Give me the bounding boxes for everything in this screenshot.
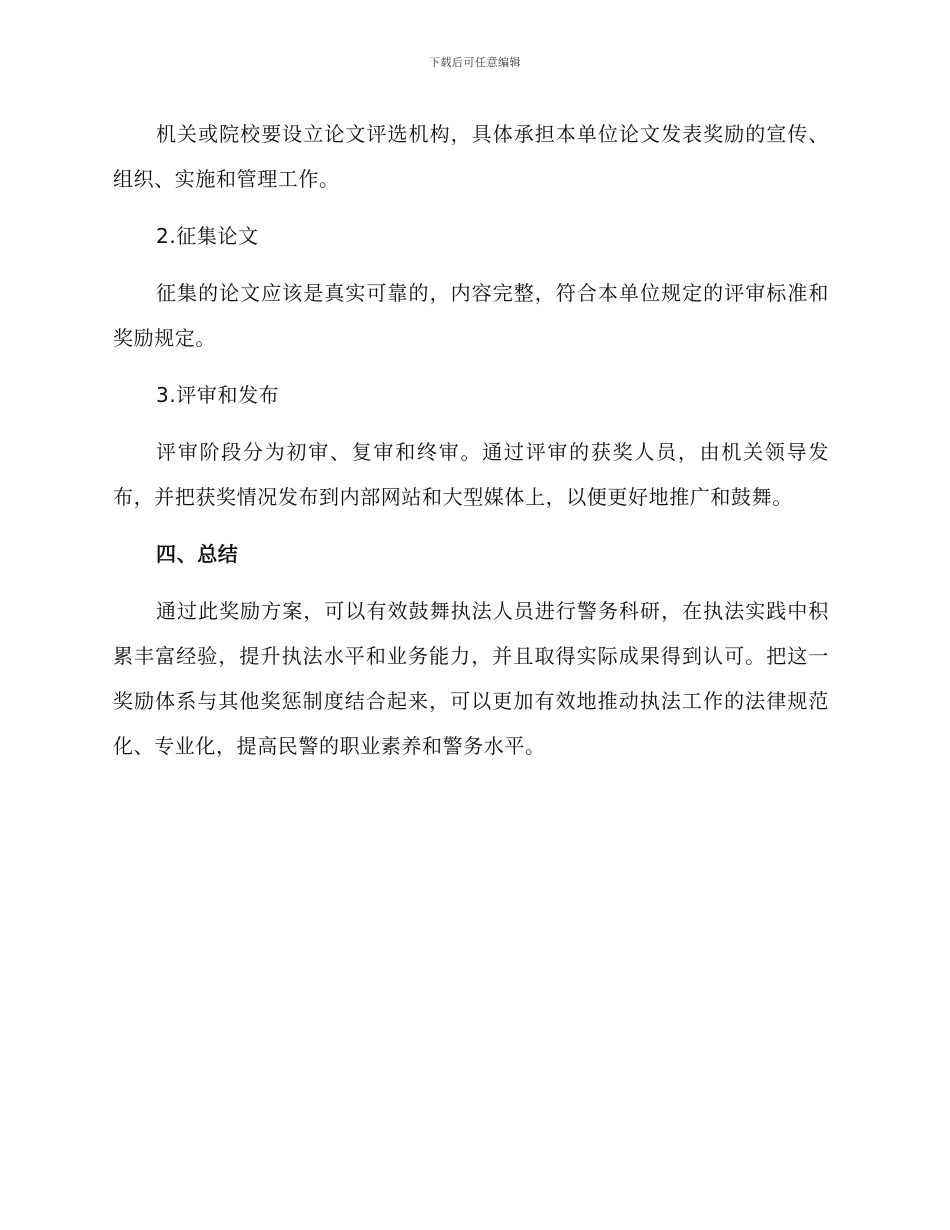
paragraph-evaluation-body: 机关或院校要设立论文评选机构，具体承担本单位论文发表奖励的宣传、组织、实施和管理工作。 — [113, 122, 829, 191]
paragraph-collect-papers: 征集的论文应该是真实可靠的，内容完整，符合本单位规定的评审标准和奖励规定。 — [113, 281, 829, 350]
header-note: 下载后可任意编辑 — [429, 56, 521, 69]
section-title-summary: 四、总结 — [156, 542, 239, 566]
paragraph-summary: 通过此奖励方案，可以有效鼓舞执法人员进行警务科研，在执法实践中积累丰富经验，提升执法水平和业务能力，并且取得实际成果得到认可。把这一奖励体系与其他奖惩制度结合起来，可以更加有效地推动执法工作的法律规范化、专业化，提高民警的职业素养和警务水平。 — [113, 599, 829, 758]
paragraph-review-publish: 评审阶段分为初审、复审和终审。通过评审的获奖人员，由机关领导发布，并把获奖情况发布到内部网站和大型媒体上，以便更好地推广和鼓舞。 — [113, 440, 829, 509]
subheading-collect-papers: 2.征集论文 — [156, 224, 259, 248]
document-body — [113, 112, 829, 781]
subheading-review-publish: 3.评审和发布 — [156, 383, 280, 407]
